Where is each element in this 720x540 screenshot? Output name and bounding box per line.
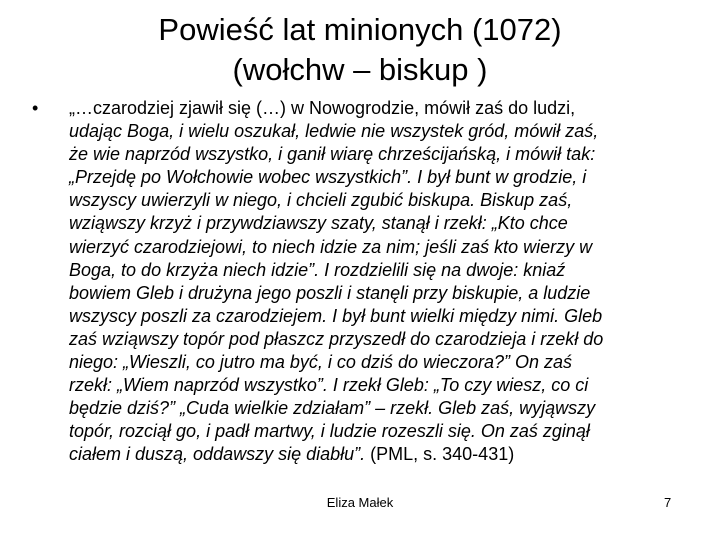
quote-paragraph: [69, 97, 691, 467]
quote-text-segment: rzekł: „Wiem naprzód wszystko”. I rzekł Gleb: „To czy wiesz, co ci: [69, 375, 589, 396]
quote-text-segment: udając Boga, i wielu oszukał, ledwie nie wszystek gród, mówił zaś,: [69, 121, 599, 142]
quote-text-segment: będzie dziś?” „Cuda wielkie zdziałam” – rzekł. Gleb zaś, wyjąwszy: [69, 398, 596, 419]
quote-text-segment: bowiem Gleb i drużyna jego poszli i stanęli przy biskupie, a ludzie: [69, 282, 591, 303]
bullet-marker: •: [32, 98, 39, 118]
quote-text-segment: wierzyć czarodziejowi, to niech idzie za nim; jeśli zaś kto wierzy w: [69, 236, 593, 257]
quote-text-segment: niego: „Wieszli, co jutro ma być, i co dziś do wieczora?” On zaś: [69, 352, 573, 373]
quote-line: [69, 259, 691, 282]
quote-text-segment: wszyscy uwierzyli w niego, i chcieli zgubić biskupa. Biskup zaś,: [69, 190, 573, 211]
quote-line: [69, 328, 691, 351]
title-line-1: Powieść lat minionych (1072): [158, 12, 562, 47]
quote-line: [69, 236, 691, 259]
quote-line: [69, 443, 691, 466]
quote-line: [69, 420, 691, 443]
quote-line: [69, 120, 691, 143]
quote-line: [69, 166, 691, 189]
quote-line: [69, 397, 691, 420]
quote-text-segment: topór, rozciął go, i padł martwy, i ludzie rozeszli się. On zaś zginął: [69, 421, 590, 442]
quote-text-segment: ciałem i duszą, oddawszy się diabłu”.: [69, 444, 366, 465]
quote-line: [69, 374, 691, 397]
quote-text-segment: (PML, s. 340-431): [365, 444, 515, 465]
quote-line: [69, 305, 691, 328]
quote-line: [69, 212, 691, 235]
quote-line: [69, 351, 691, 374]
quote-text-segment: że wie naprzód wszystko, i ganił wiarę chrześcijańską, i mówił tak:: [69, 144, 596, 165]
quote-text-segment: wziąwszy krzyż i przywdziawszy szaty, stanął i rzekł: „Kto chce: [69, 213, 568, 234]
quote-line: [69, 282, 691, 305]
footer-author: Eliza Małek: [326, 495, 394, 510]
quote-text-segment: zaś wziąwszy topór pod płaszcz przyszedł do czarodzieja i rzekł do: [69, 328, 604, 349]
quote-line: [69, 143, 691, 166]
quote-text-segment: „…czarodziej zjawił się (…) w Nowogrodzie, mówił zaś do ludzi,: [69, 98, 576, 118]
quote-line: [69, 97, 691, 120]
quote-text-segment: wszyscy poszli za czarodziejem. I był bunt wielki między nimi. Gleb: [69, 305, 603, 326]
quote-text-segment: Boga, to do krzyża niech idzie”. I rozdzielili się na dwoje: kniaź: [69, 259, 566, 280]
quote-text-segment: „Przejdę po Wołchowie wobec wszystkich”. I był bunt w grodzie, i: [69, 167, 587, 188]
page-number: 7: [664, 495, 672, 510]
slide-title: [0, 10, 720, 90]
title-line-2: (wołchw – biskup ): [232, 52, 488, 87]
quote-line: [69, 189, 691, 212]
